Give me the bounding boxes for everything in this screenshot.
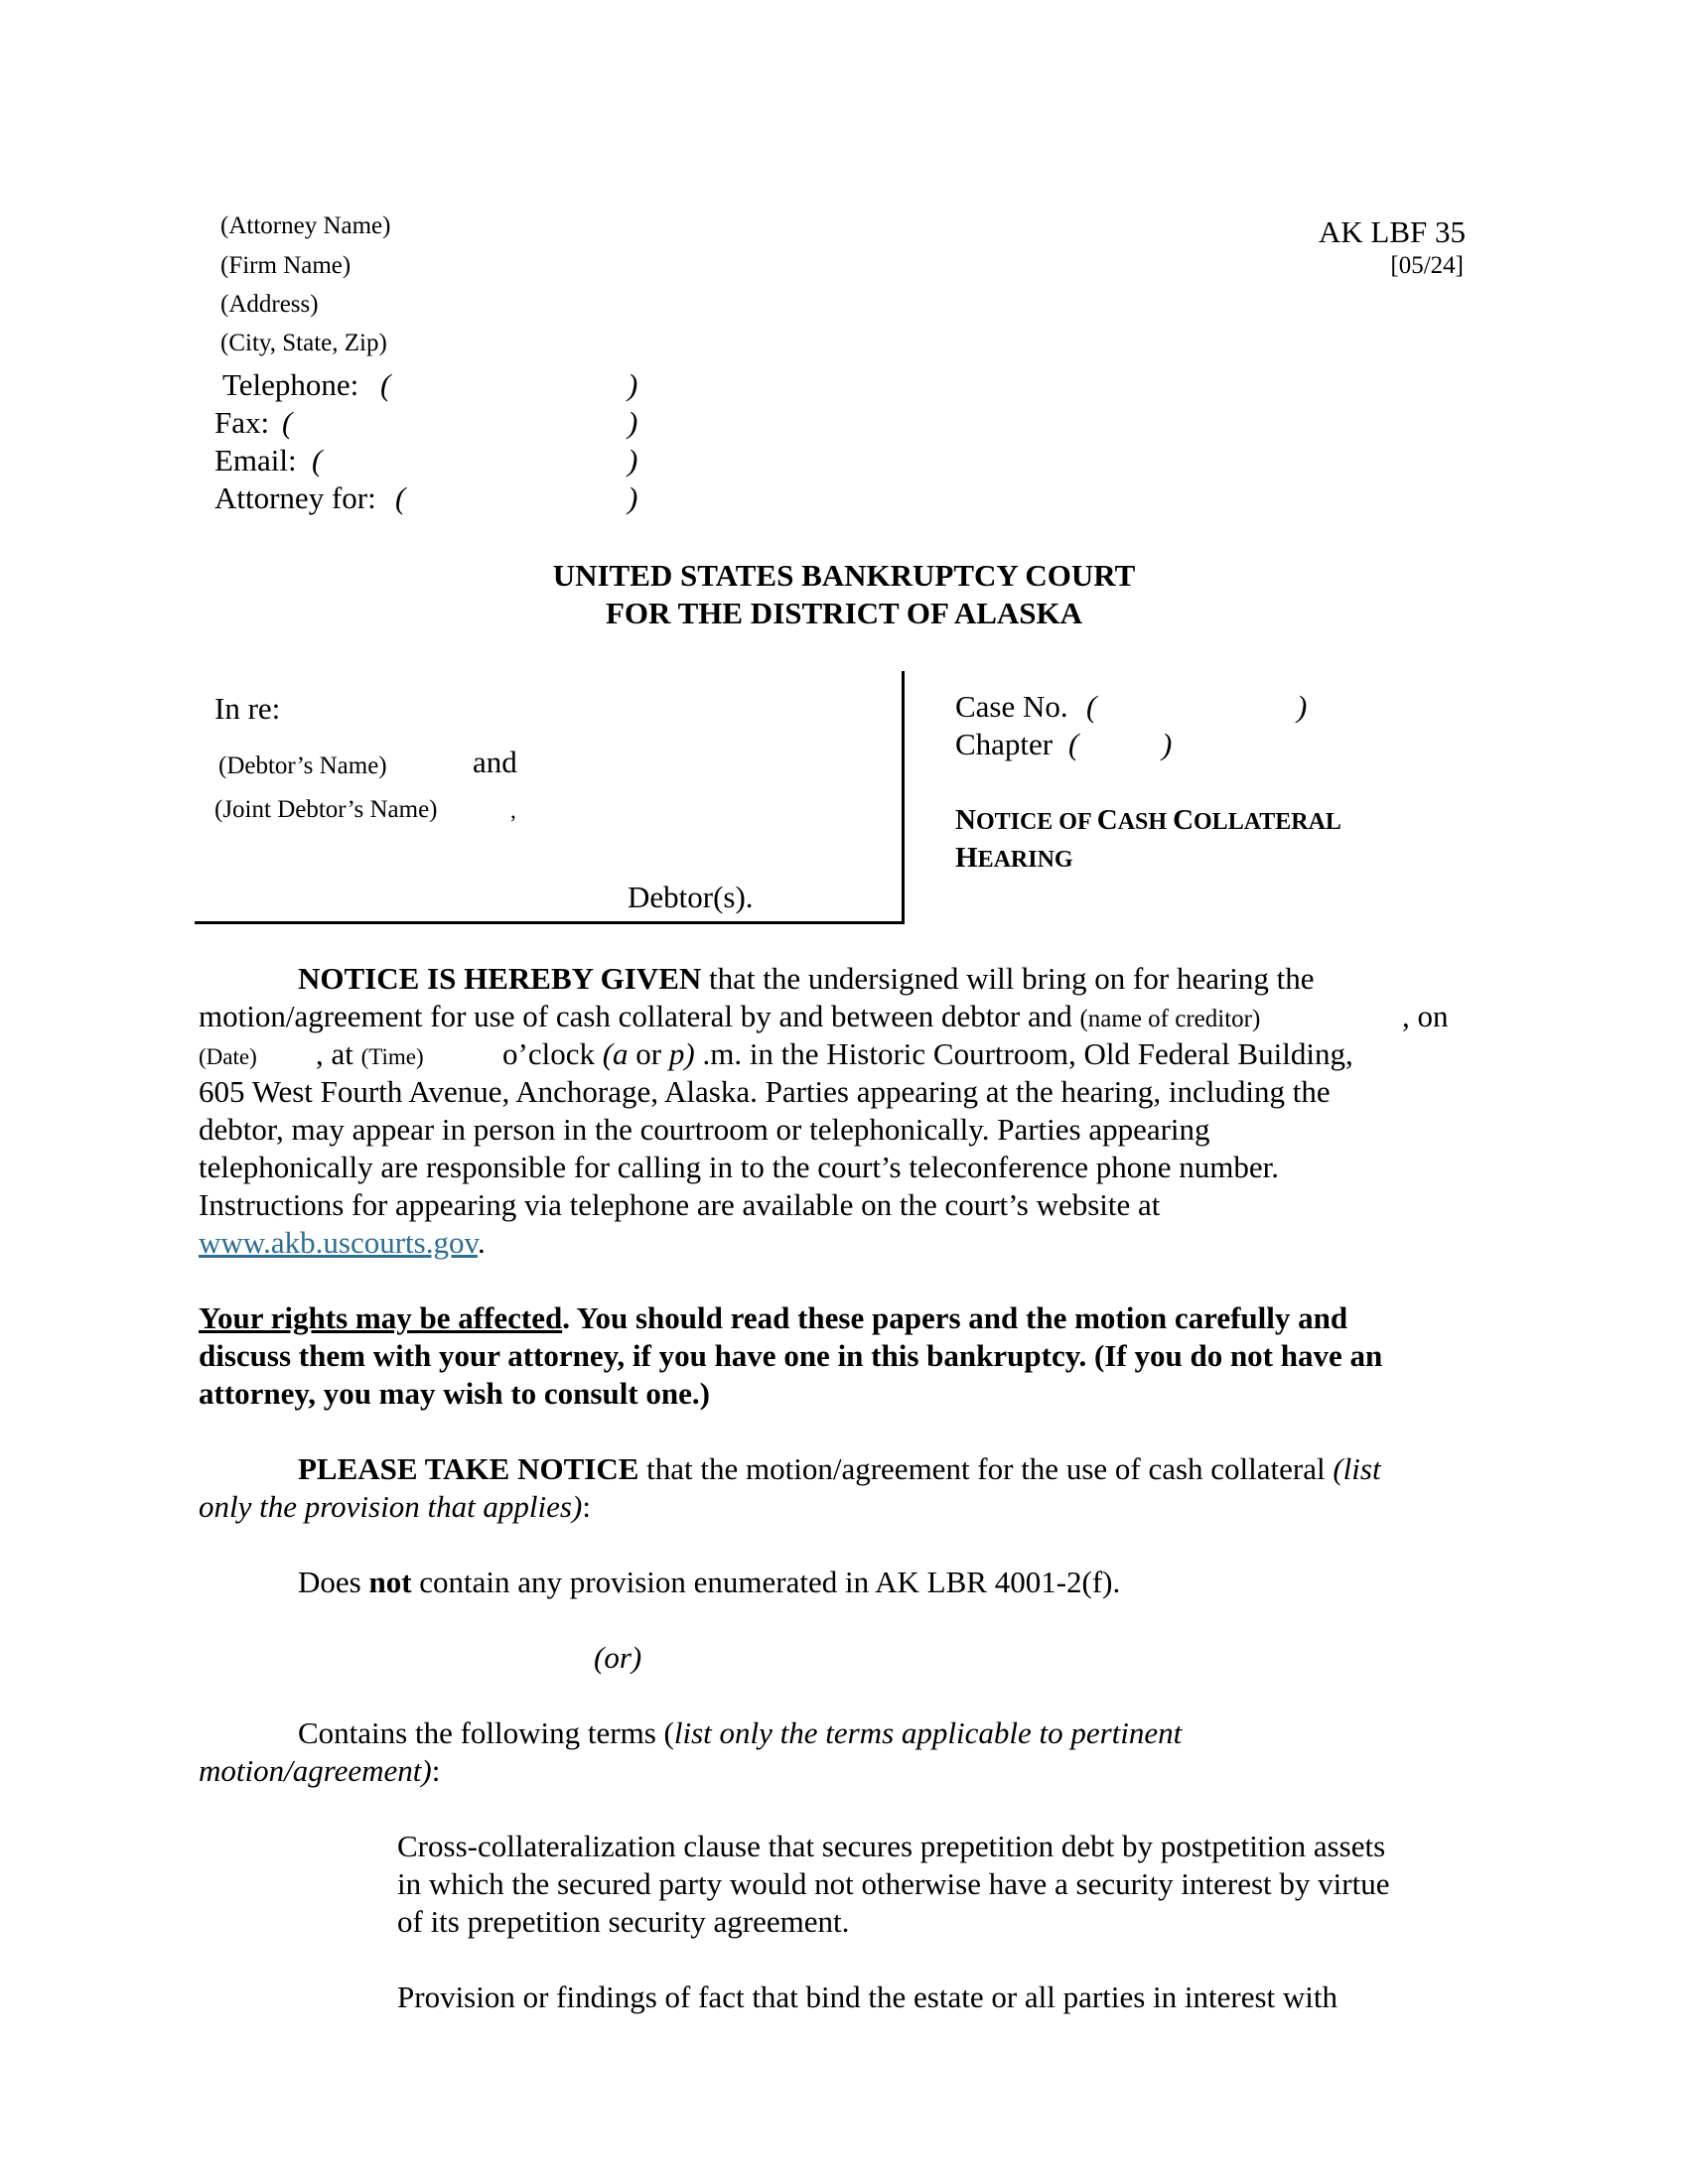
case-no-close-paren: ) [1297,689,1308,724]
notice-line-3 [199,1036,257,1072]
debtor-name: (Debtor’s Name) [218,752,387,779]
notice-bold-lead: NOTICE IS HEREBY GIVEN [298,961,702,996]
title-otice-of: OTICE OF [975,809,1097,835]
caption-vertical-rule [902,671,905,924]
cross-line-3: of its prepetition security agreement. [397,1904,850,1939]
title-c2: C [1173,804,1195,836]
joint-debtor-comma: , [510,798,516,823]
please-line-2 [199,1489,591,1525]
a-text: (a [602,1036,629,1071]
rights-line-3: attorney, you may wish to consult one.) [199,1376,710,1411]
title-n: N [955,804,976,836]
court-title-line1: UNITED STATES BANKRUPTCY COURT [552,558,1136,593]
at-text: , at [316,1036,361,1071]
please-bold-lead: PLEASE TAKE NOTICE [298,1451,639,1486]
title-h: H [955,842,978,874]
case-no-label: Case No. [955,689,1068,724]
notice-line-1-text: that the undersigned will bring on for hearing the [701,961,1315,996]
or-separator: (or) [594,1640,642,1675]
telephone-close-paren: ) [628,367,638,402]
joint-debtor-name: (Joint Debtor’s Name) [214,796,438,823]
does-rest-text: contain any provision enumerated in AK LBR 4001-2(f). [411,1565,1121,1599]
caption-bottom-rule [195,921,904,924]
rights-line-1-text: . You should read these papers and the motion carefully and [562,1300,1348,1335]
notice-line-7: Instructions for appearing via telephone are available on the court’s website at [199,1187,1161,1222]
option-contains-line-1 [298,1715,1182,1751]
in-re-label: In re: [214,691,281,726]
attorney-for-label: Attorney for: [214,480,376,515]
creditor-name-field: (name of creditor) [1079,1006,1261,1032]
and-label: and [473,745,517,779]
court-title-line2: FOR THE DISTRICT OF ALASKA [605,596,1083,630]
telephone-open-paren: ( [380,367,391,402]
rights-line-1 [199,1300,1347,1336]
notice-line-2-text: motion/agreement for use of cash collateral by and between debtor and [199,999,1080,1033]
city-state-zip: (City, State, Zip) [220,330,387,356]
chapter-open-paren: ( [1068,727,1079,761]
option-does-not [298,1565,1120,1600]
notice-line-6: telephonically are responsible for calling in to the court’s teleconference phone number. [199,1150,1280,1184]
please-line-1-italic: (list [1333,1451,1381,1486]
oclock-text: o’clock [502,1036,603,1071]
form-date: [05/24] [1390,252,1464,279]
fax-close-paren: ) [628,405,638,440]
case-no-open-paren: ( [1086,689,1097,724]
not-text: not [368,1565,412,1599]
firm-name: (Firm Name) [220,252,352,279]
date-field: (Date) [199,1044,257,1069]
rights-underlined: Your rights may be affected [199,1300,563,1335]
or-text: or [628,1036,669,1071]
telephone-label: Telephone: [222,367,359,402]
address: (Address) [220,291,319,318]
attorney-name: (Attorney Name) [220,212,391,239]
attorney-for-open-paren: ( [395,480,406,515]
email-open-paren: ( [312,443,323,478]
document-title-line1 [955,804,1341,837]
title-c: C [1096,804,1118,836]
please-line-1 [298,1451,1381,1487]
debtors-label: Debtor(s). [628,880,754,914]
please-line-1-text: that the motion/agreement for the use of cash collateral [638,1451,1334,1486]
attorney-for-close-paren: ) [628,480,638,515]
title-ash: ASH [1117,809,1174,835]
title-ollateral: OLLATERAL [1194,809,1341,835]
title-earing: EARING [977,847,1073,873]
chapter-label: Chapter [955,727,1054,761]
fax-open-paren: ( [282,405,293,440]
email-close-paren: ) [628,443,638,478]
document-title-line2 [955,842,1073,875]
notice-line-4: 605 West Fourth Avenue, Anchorage, Alaska. Parties appearing at the hearing, including the [199,1074,1331,1109]
email-label: Email: [214,443,297,478]
notice-line-8 [199,1225,486,1261]
notice-line-3-at [316,1036,424,1072]
time-field: (Time) [360,1044,424,1069]
cross-line-2: in which the secured party would not otherwise have a security interest by virtue [397,1866,1390,1901]
p-text: p) [668,1036,695,1071]
chapter-close-paren: ) [1162,727,1173,761]
notice-line-2-on: , on [1402,999,1449,1033]
form-id: AK LBF 35 [1318,214,1466,249]
term-provision-line-1: Provision or findings of fact that bind the estate or all parties in interest with [397,1979,1338,2014]
court-website-link[interactable]: www.akb.uscourts.gov [199,1225,478,1260]
notice-line-5: debtor, may appear in person in the courtroom or telephonically. Parties appearing [199,1112,1210,1147]
contains-line-2-italic: motion/agreement) [199,1753,432,1788]
please-line-2-italic: only the provision that applies) [199,1489,583,1524]
notice-line-2 [199,999,1260,1034]
contains-text: Contains the following terms ( [298,1715,674,1750]
please-line-2-colon: : [582,1489,591,1524]
rights-line-2: discuss them with your attorney, if you have one in this bankruptcy. (If you do not have an [199,1338,1383,1373]
contains-italic: list only the terms applicable to pertinent [673,1715,1183,1750]
contains-line-2-colon: : [431,1753,441,1788]
link-period: . [477,1225,486,1260]
notice-line-1 [298,961,1315,997]
notice-line-3-rest [502,1036,1353,1072]
notice-line-3-text: .m. in the Historic Courtroom, Old Federal Building, [694,1036,1353,1071]
does-text: Does [298,1565,369,1599]
option-contains-line-2 [199,1753,440,1789]
cross-line-1: Cross-collateralization clause that secures prepetition debt by postpetition assets [397,1829,1386,1863]
fax-label: Fax: [214,405,270,440]
